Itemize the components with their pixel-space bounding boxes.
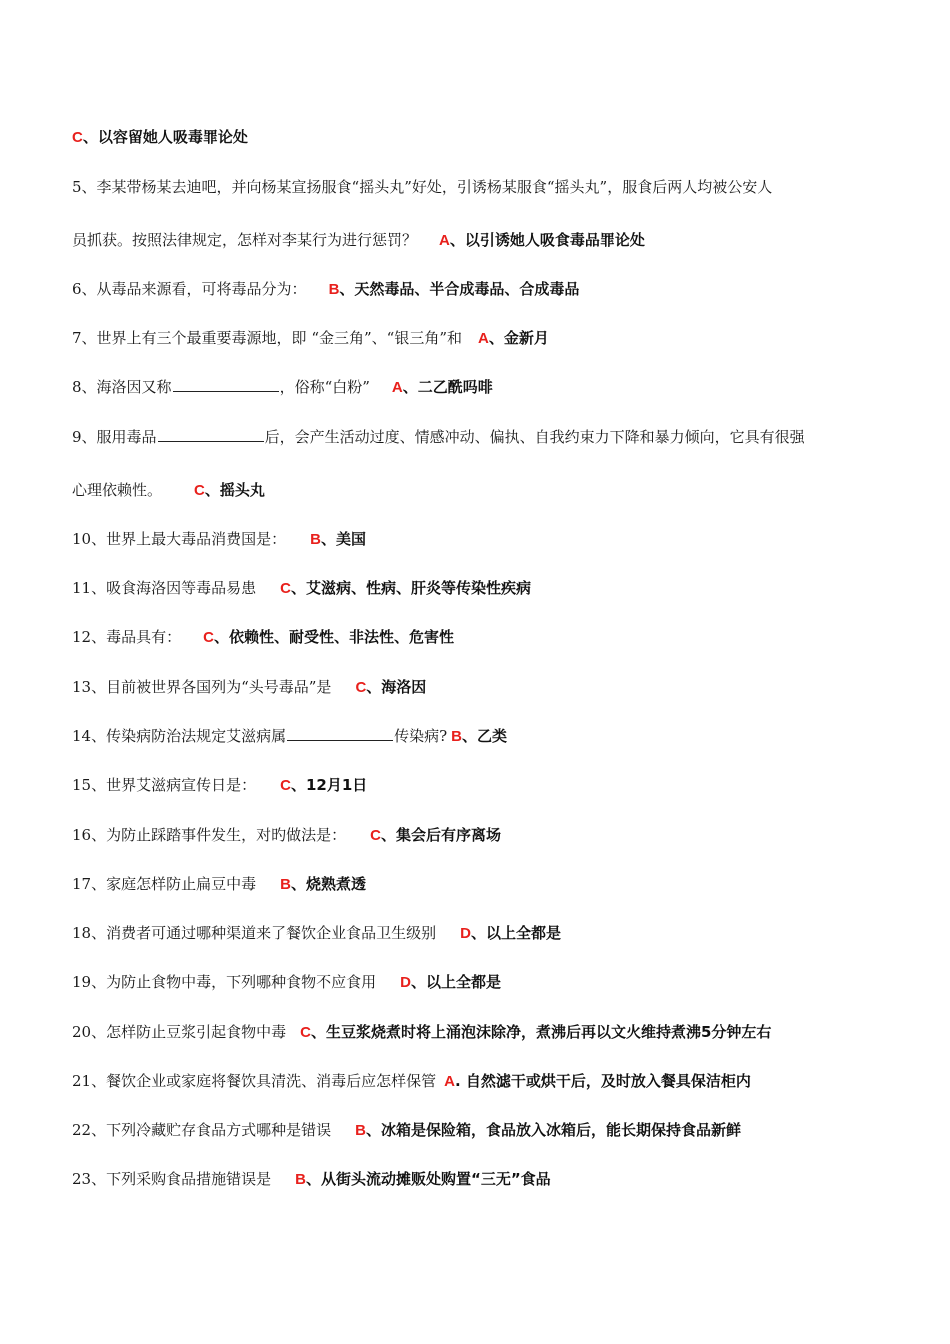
question-text: 下列采购食品措施错误是 bbox=[106, 1170, 272, 1188]
answer-17 bbox=[280, 875, 366, 893]
question-text-cont: 心理依赖性。 bbox=[72, 481, 163, 499]
answer-text: 、12月1日 bbox=[290, 776, 368, 794]
fill-blank bbox=[173, 377, 279, 392]
answer-text: 、以上全都是 bbox=[470, 924, 561, 942]
question-number: 19、 bbox=[72, 973, 107, 991]
question-15 bbox=[72, 775, 910, 796]
question-7 bbox=[72, 328, 910, 349]
question-number: 21、 bbox=[72, 1072, 107, 1090]
answer-letter: C bbox=[355, 679, 367, 696]
answer-18 bbox=[460, 924, 561, 942]
answer-text: 、冰箱是保险箱，食品放入冰箱后，能长期保持食品新鲜 bbox=[365, 1121, 741, 1139]
question-22 bbox=[72, 1120, 910, 1141]
answer-letter: C bbox=[300, 1024, 311, 1041]
question-8 bbox=[72, 377, 910, 398]
question-number: 17、 bbox=[72, 875, 107, 893]
question-19 bbox=[72, 972, 910, 993]
question-number: 14、 bbox=[72, 727, 107, 745]
answer-5 bbox=[439, 231, 645, 249]
answer-20 bbox=[300, 1023, 771, 1041]
answer-11 bbox=[280, 579, 531, 597]
question-text-tail: 传染病? bbox=[394, 727, 448, 745]
answer-text: 、摇头丸 bbox=[204, 481, 265, 499]
answer-letter: A bbox=[444, 1073, 455, 1090]
answer-letter: B bbox=[328, 281, 340, 298]
question-text: 消费者可通过哪种渠道来了餐饮企业食品卫生级别 bbox=[106, 924, 437, 942]
question-9-cont bbox=[72, 480, 910, 501]
question-number: 8、 bbox=[72, 378, 97, 396]
question-10 bbox=[72, 529, 910, 550]
answer-text: 、烧熟煮透 bbox=[290, 875, 366, 893]
answer-letter: B bbox=[355, 1122, 366, 1139]
answer-text: 、天然毒品、半合成毒品、合成毒品 bbox=[339, 280, 580, 298]
answer-letter: C bbox=[280, 580, 291, 597]
answer-letter: B bbox=[451, 728, 462, 745]
fill-blank bbox=[287, 726, 393, 741]
question-number: 15、 bbox=[72, 776, 107, 794]
answer-letter: B bbox=[310, 531, 321, 548]
question-text: 世界上最大毒品消费国是： bbox=[106, 530, 287, 548]
answer-text: 、海洛因 bbox=[366, 678, 427, 696]
question-12 bbox=[72, 627, 910, 648]
question-number: 16、 bbox=[72, 826, 107, 844]
answer-text: 、以上全都是 bbox=[410, 973, 501, 991]
question-number: 22、 bbox=[72, 1121, 107, 1139]
answer-12 bbox=[203, 628, 454, 646]
answer-9 bbox=[194, 481, 265, 499]
question-number: 10、 bbox=[72, 530, 107, 548]
answer-6 bbox=[329, 280, 580, 298]
question-text-tail: 后，会产生活动过度、情感冲动、偏执、自我约束力下降和暴力倾向，它具有很强 bbox=[264, 428, 805, 446]
question-text-cont: 员抓获。按照法律规定，怎样对李某行为进行惩罚？ bbox=[72, 231, 418, 249]
answer-21 bbox=[444, 1072, 751, 1090]
answer-letter: D bbox=[460, 925, 471, 942]
answer-19 bbox=[400, 973, 501, 991]
question-text: 为防止食物中毒，下列哪种食物不应食用 bbox=[106, 973, 377, 991]
answer-letter: A bbox=[391, 379, 403, 396]
answer-text: 、依赖性、耐受性、非法性、危害性 bbox=[213, 628, 454, 646]
answer-letter: D bbox=[400, 974, 411, 991]
question-23 bbox=[72, 1169, 910, 1190]
answer-text: 、集会后有序离场 bbox=[380, 826, 501, 844]
question-text: 下列冷藏贮存食品方式哪种是错误 bbox=[106, 1121, 332, 1139]
answer-text: 、金新月 bbox=[488, 329, 549, 347]
question-text: 世界上有三个最重要毒源地，即 “金三角”、“银三角”和 bbox=[96, 329, 462, 347]
question-number: 6、 bbox=[72, 280, 97, 298]
question-11 bbox=[72, 578, 910, 599]
question-14 bbox=[72, 726, 910, 747]
answer-letter: C bbox=[280, 777, 291, 794]
answer-text: . 自然滤干或烘干后，及时放入餐具保洁柜内 bbox=[454, 1072, 751, 1090]
question-number: 18、 bbox=[72, 924, 107, 942]
question-text: 毒品具有： bbox=[106, 628, 182, 646]
answer-7 bbox=[478, 329, 549, 347]
answer-4 bbox=[72, 128, 248, 146]
question-21 bbox=[72, 1071, 910, 1092]
answer-14 bbox=[451, 727, 507, 745]
question-number: 23、 bbox=[72, 1170, 107, 1188]
question-number: 12、 bbox=[72, 628, 107, 646]
question-17 bbox=[72, 874, 910, 895]
question-text: 餐饮企业或家庭将餐饮具清洗、消毒后应怎样保管 bbox=[106, 1072, 437, 1090]
question-number: 7、 bbox=[72, 329, 97, 347]
question-text: 怎样防止豆浆引起食物中毒 bbox=[106, 1023, 287, 1041]
fill-blank bbox=[158, 427, 264, 442]
answer-10 bbox=[310, 530, 366, 548]
answer-letter: B bbox=[280, 876, 291, 893]
question-text-tail: ，俗称“白粉” bbox=[279, 378, 370, 396]
question-16 bbox=[72, 825, 910, 846]
question-text: 家庭怎样防止扁豆中毒 bbox=[106, 875, 257, 893]
answer-letter: A bbox=[478, 330, 489, 347]
question-number: 5、 bbox=[72, 178, 97, 196]
answer-8 bbox=[392, 378, 493, 396]
answer-text: 、以容留她人吸毒罪论处 bbox=[82, 128, 248, 146]
answer-16 bbox=[370, 826, 501, 844]
question-text: 李某带杨某去迪吧，并向杨某宣扬服食“摇头丸”好处，引诱杨某服食“摇头丸”，服食后两人均被公安人 bbox=[96, 178, 773, 196]
question-5 bbox=[72, 177, 910, 197]
answer-13 bbox=[355, 678, 426, 696]
answer-letter: C bbox=[72, 129, 83, 146]
answer-text: 、二乙酰吗啡 bbox=[402, 378, 493, 396]
question-9 bbox=[72, 427, 910, 447]
question-18 bbox=[72, 923, 910, 944]
question-6 bbox=[72, 279, 910, 300]
question-5-cont bbox=[72, 230, 910, 251]
answer-15 bbox=[280, 776, 367, 794]
question-text: 海洛因又称 bbox=[96, 378, 172, 396]
question-text: 世界艾滋病宣传日是： bbox=[106, 776, 257, 794]
question-text: 吸食海洛因等毒品易患 bbox=[106, 579, 257, 597]
question-13 bbox=[72, 677, 910, 698]
answer-text: 、艾滋病、性病、肝炎等传染性疾病 bbox=[290, 579, 531, 597]
answer-text: 、以引诱她人吸食毒品罪论处 bbox=[449, 231, 645, 249]
answer-text: 、生豆浆烧煮时将上涌泡沫除净，煮沸后再以文火维持煮沸5分钟左右 bbox=[310, 1023, 772, 1041]
answer-letter: B bbox=[295, 1171, 306, 1188]
answer-text: 、乙类 bbox=[462, 727, 508, 745]
question-text: 从毒品来源看，可将毒品分为： bbox=[96, 280, 307, 298]
question-text: 目前被世界各国列为“头号毒品”是 bbox=[106, 678, 332, 696]
answer-letter: C bbox=[194, 482, 205, 499]
answer-text: 、美国 bbox=[320, 530, 366, 548]
question-number: 20、 bbox=[72, 1023, 107, 1041]
answer-text: 、从街头流动摊贩处购置“三无”食品 bbox=[305, 1170, 551, 1188]
question-number: 9、 bbox=[72, 428, 97, 446]
answer-line-4 bbox=[72, 127, 910, 148]
answer-23 bbox=[295, 1170, 551, 1188]
answer-22 bbox=[355, 1121, 741, 1139]
answer-letter: C bbox=[203, 629, 214, 646]
question-text: 为防止踩踏事件发生，对旳做法是： bbox=[106, 826, 347, 844]
question-number: 11、 bbox=[72, 579, 107, 597]
question-number: 13、 bbox=[72, 678, 107, 696]
question-text: 服用毒品 bbox=[96, 428, 157, 446]
answer-letter: C bbox=[370, 827, 381, 844]
answer-letter: A bbox=[439, 232, 450, 249]
question-text: 传染病防治法规定艾滋病属 bbox=[106, 727, 287, 745]
question-20 bbox=[72, 1022, 910, 1043]
